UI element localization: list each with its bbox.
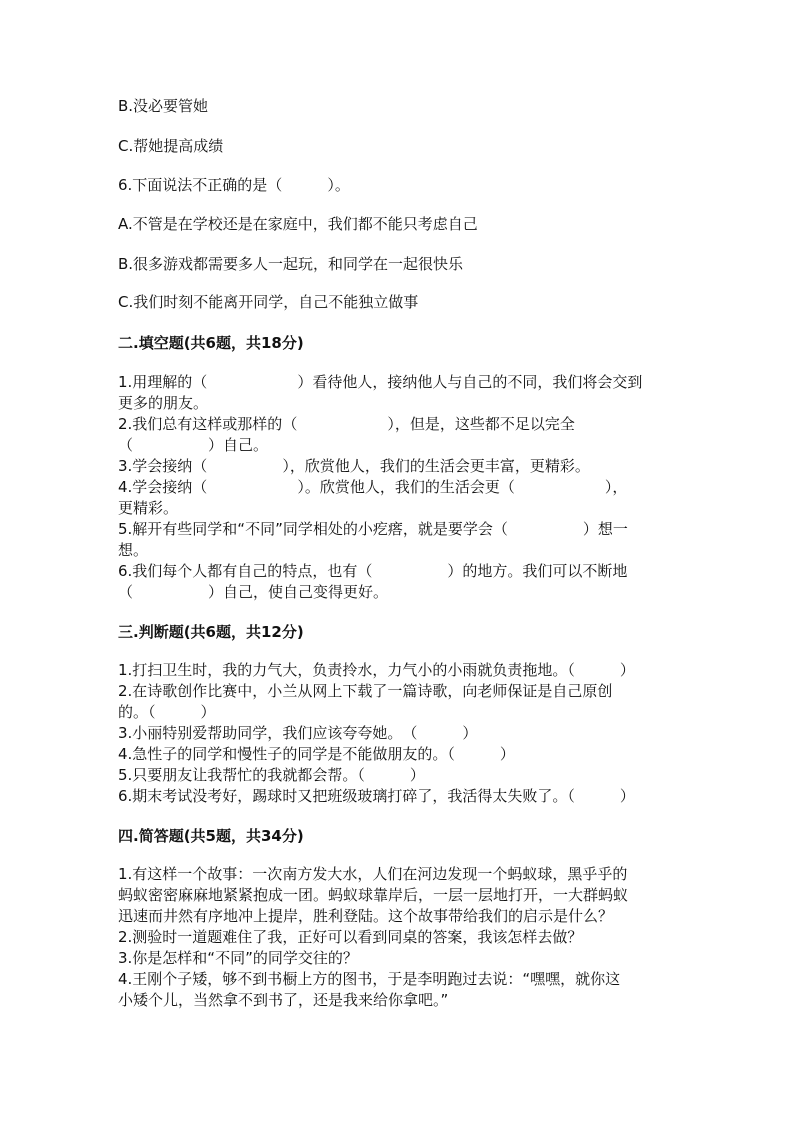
section-heading-true-false: 三.判断题(共6题，共12分): [118, 623, 304, 641]
fill-in-line: （ ）自己。: [118, 436, 269, 454]
true-false-line: 5.只要朋友让我帮忙的我就都会帮。（ ）: [118, 766, 425, 784]
fill-in-line: 4.学会接纳（ ）。欣赏他人，我们的生活会更（ ），: [118, 478, 628, 496]
short-answer-line: 小矮个儿，当然拿不到书了，还是我来给你拿吧。”: [118, 991, 449, 1009]
short-answer-line: 4.王刚个子矮，够不到书橱上方的图书，于是李明跑过去说：“嘿嘿，就你这: [118, 970, 621, 988]
q6-option-b: B.很多游戏都需要多人一起玩，和同学在一起很快乐: [118, 255, 464, 273]
fill-in-line: 更多的朋友。: [118, 394, 209, 412]
true-false-line: 的。（ ）: [118, 703, 216, 721]
fill-in-line: 5.解开有些同学和“不同”同学相处的小疙瘩，就是要学会（ ）想一: [118, 520, 628, 538]
section-heading-fill-in: 二.填空题(共6题，共18分): [118, 334, 304, 352]
true-false-line: 6.期末考试没考好，踢球时又把班级玻璃打碎了，我活得太失败了。（ ）: [118, 787, 635, 805]
fill-in-line: 想。: [118, 541, 149, 559]
option-b: B.没必要管她: [118, 97, 209, 115]
short-answer-line: 1.有这样一个故事：一次南方发大水，人们在河边发现一个蚂蚁球，黑乎乎的: [118, 865, 628, 883]
short-answer-line: 3.你是怎样和“不同”的同学交往的？: [118, 949, 358, 967]
short-answer-line: 迅速而井然有序地冲上提岸，胜利登陆。这个故事带给我们的启示是什么？: [118, 907, 614, 925]
q6-option-a: A.不管是在学校还是在家庭中，我们都不能只考虑自己: [118, 215, 478, 233]
true-false-line: 1.打扫卫生时，我的力气大，负责拎水，力气小的小雨就负责拖地。（ ）: [118, 661, 635, 679]
true-false-line: 4.急性子的同学和慢性子的同学是不能做朋友的。（ ）: [118, 745, 515, 763]
short-answer-line: 蚂蚁密密麻麻地紧紧抱成一团。蚂蚁球靠岸后，一层一层地打开，一大群蚂蚁: [118, 886, 629, 904]
fill-in-line: 2.我们总有这样或那样的（ ），但是，这些都不足以完全: [118, 415, 575, 433]
question-6-stem: 6.下面说法不正确的是（ ）。: [118, 176, 350, 194]
true-false-line: 3.小丽特别爱帮助同学，我们应该夸夸她。 （ ）: [118, 724, 478, 742]
short-answer-line: 2.测验时一道题难住了我，正好可以看到同桌的答案，我该怎样去做？: [118, 928, 583, 946]
option-c: C.帮她提高成绩: [118, 137, 224, 155]
true-false-line: 2.在诗歌创作比赛中，小兰从网上下载了一篇诗歌，向老师保证是自己原创: [118, 682, 613, 700]
fill-in-line: 1.用理解的（ ）看待他人，接纳他人与自己的不同，我们将会交到: [118, 373, 643, 391]
fill-in-line: 更精彩。: [118, 499, 179, 517]
fill-in-line: 6.我们每个人都有自己的特点，也有（ ）的地方。我们可以不断地: [118, 562, 628, 580]
fill-in-line: （ ）自己，使自己变得更好。: [118, 583, 389, 601]
q6-option-c: C.我们时刻不能离开同学，自己不能独立做事: [118, 293, 419, 311]
fill-in-line: 3.学会接纳（ ），欣赏他人，我们的生活会更丰富，更精彩。: [118, 457, 590, 475]
section-heading-short-answer: 四.简答题(共5题，共34分): [118, 827, 304, 845]
